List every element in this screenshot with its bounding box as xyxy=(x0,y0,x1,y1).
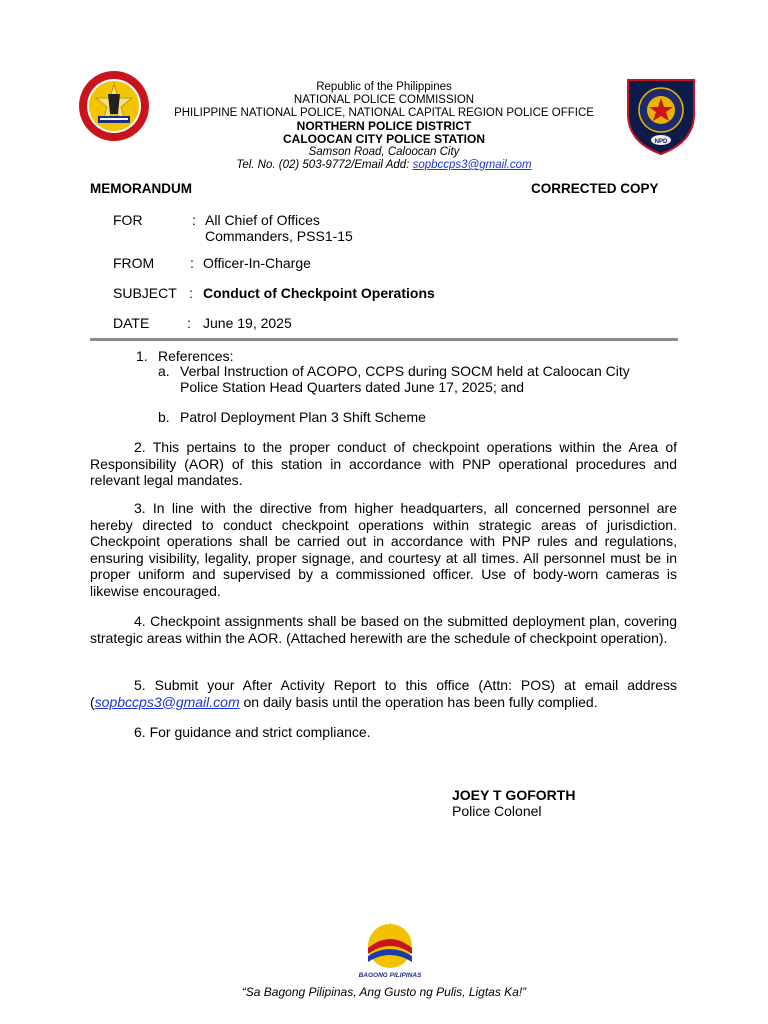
paragraph-5 xyxy=(90,677,677,710)
from-value: Officer-In-Charge xyxy=(203,255,311,271)
npd-seal-label: NPD xyxy=(654,139,668,145)
corrected-copy-label: CORRECTED COPY xyxy=(531,181,659,196)
header-divider xyxy=(90,338,678,341)
from-colon: : xyxy=(190,255,194,271)
footer-slogan: “Sa Bagong Pilipinas, Ang Gusto ng Pulis, Ligtas Ka!” xyxy=(241,985,527,999)
header-email-link[interactable]: sopbccps3@gmail.com xyxy=(412,159,532,171)
header-napolcom: NATIONAL POLICE COMMISSION xyxy=(293,94,475,106)
memo-title: MEMORANDUM xyxy=(90,181,192,196)
subject-value: Conduct of Checkpoint Operations xyxy=(203,285,435,301)
for-value-line2: Commanders, PSS1-15 xyxy=(205,228,353,244)
header-station: CALOOCAN CITY POLICE STATION xyxy=(282,132,485,146)
date-colon: : xyxy=(187,315,191,331)
header-tel: Tel. No. (02) 503-9772/Email Add: xyxy=(236,159,413,171)
for-value-line1: All Chief of Offices xyxy=(205,212,320,228)
paragraph-6: 6. For guidance and strict compliance. xyxy=(134,724,371,740)
subject-colon: : xyxy=(189,285,193,301)
paragraph-5-text-end: on daily basis until the operation has been fully complied. xyxy=(239,693,598,710)
header-pnp-ncrpo: PHILIPPINE NATIONAL POLICE, NATIONAL CAPITAL REGION POLICE OFFICE xyxy=(174,107,594,119)
header-district: NORTHERN POLICE DISTRICT xyxy=(296,119,472,133)
reference-a-line1: Verbal Instruction of ACOPO, CCPS during SOCM held at Caloocan City xyxy=(180,363,630,379)
pnp-seal-logo xyxy=(78,70,150,142)
header-republic: Republic of the Philippines xyxy=(316,81,452,93)
reference-a-letter: a. xyxy=(158,363,170,379)
references-number: 1. xyxy=(136,348,148,364)
bagong-pilipinas-logo xyxy=(356,918,424,980)
references-heading: References: xyxy=(158,348,234,364)
reference-b-text: Patrol Deployment Plan 3 Shift Scheme xyxy=(180,409,426,425)
paragraph-4: 4. Checkpoint assignments shall be based on the submitted deployment plan, covering strategic areas within the AOR. (Attached herewith are the schedule of checkpoint operation). xyxy=(90,613,677,646)
signatory-rank: Police Colonel xyxy=(452,803,542,819)
for-label: FOR xyxy=(113,212,143,228)
paragraph-5-email-link[interactable]: sopbccps3@gmail.com xyxy=(94,693,240,710)
paragraph-3: 3. In line with the directive from higher headquarters, all concerned personnel are hereby directed to conduct checkpoint operations within strategic areas of jurisdiction. Checkpoint operations shall be carried out in accordance with PNP rules and regulations, ensuring visibility, legality, proper signage, and courtesy at all times. All personnel must be in proper uniform and supervised by a commissioned officer. Use of body-worn cameras is likewise encouraged. xyxy=(90,500,677,599)
for-colon: : xyxy=(192,212,196,228)
reference-a-line2: Police Station Head Quarters dated June 17, 2025; and xyxy=(180,379,525,395)
header-address: Samson Road, Caloocan City xyxy=(308,146,460,158)
bagong-pilipinas-label: BAGONG PILIPINAS xyxy=(358,972,422,979)
paragraph-2: 2. This pertains to the proper conduct of checkpoint operations within the Area of Responsibility (AOR) of this station in accordance with PNP operational procedures and relevant legal mandates. xyxy=(90,439,677,488)
npd-seal-logo xyxy=(624,74,698,156)
subject-label: SUBJECT xyxy=(113,285,177,301)
reference-b-letter: b. xyxy=(158,409,170,425)
paragraph-5-text-start: 5. Submit your After Activity Report to this office (Attn: POS) at email address ( xyxy=(90,677,677,710)
signatory-name: JOEY T GOFORTH xyxy=(452,787,576,803)
from-label: FROM xyxy=(113,255,155,271)
header-contact xyxy=(150,159,618,172)
date-label: DATE xyxy=(113,315,150,331)
date-value: June 19, 2025 xyxy=(203,315,292,331)
